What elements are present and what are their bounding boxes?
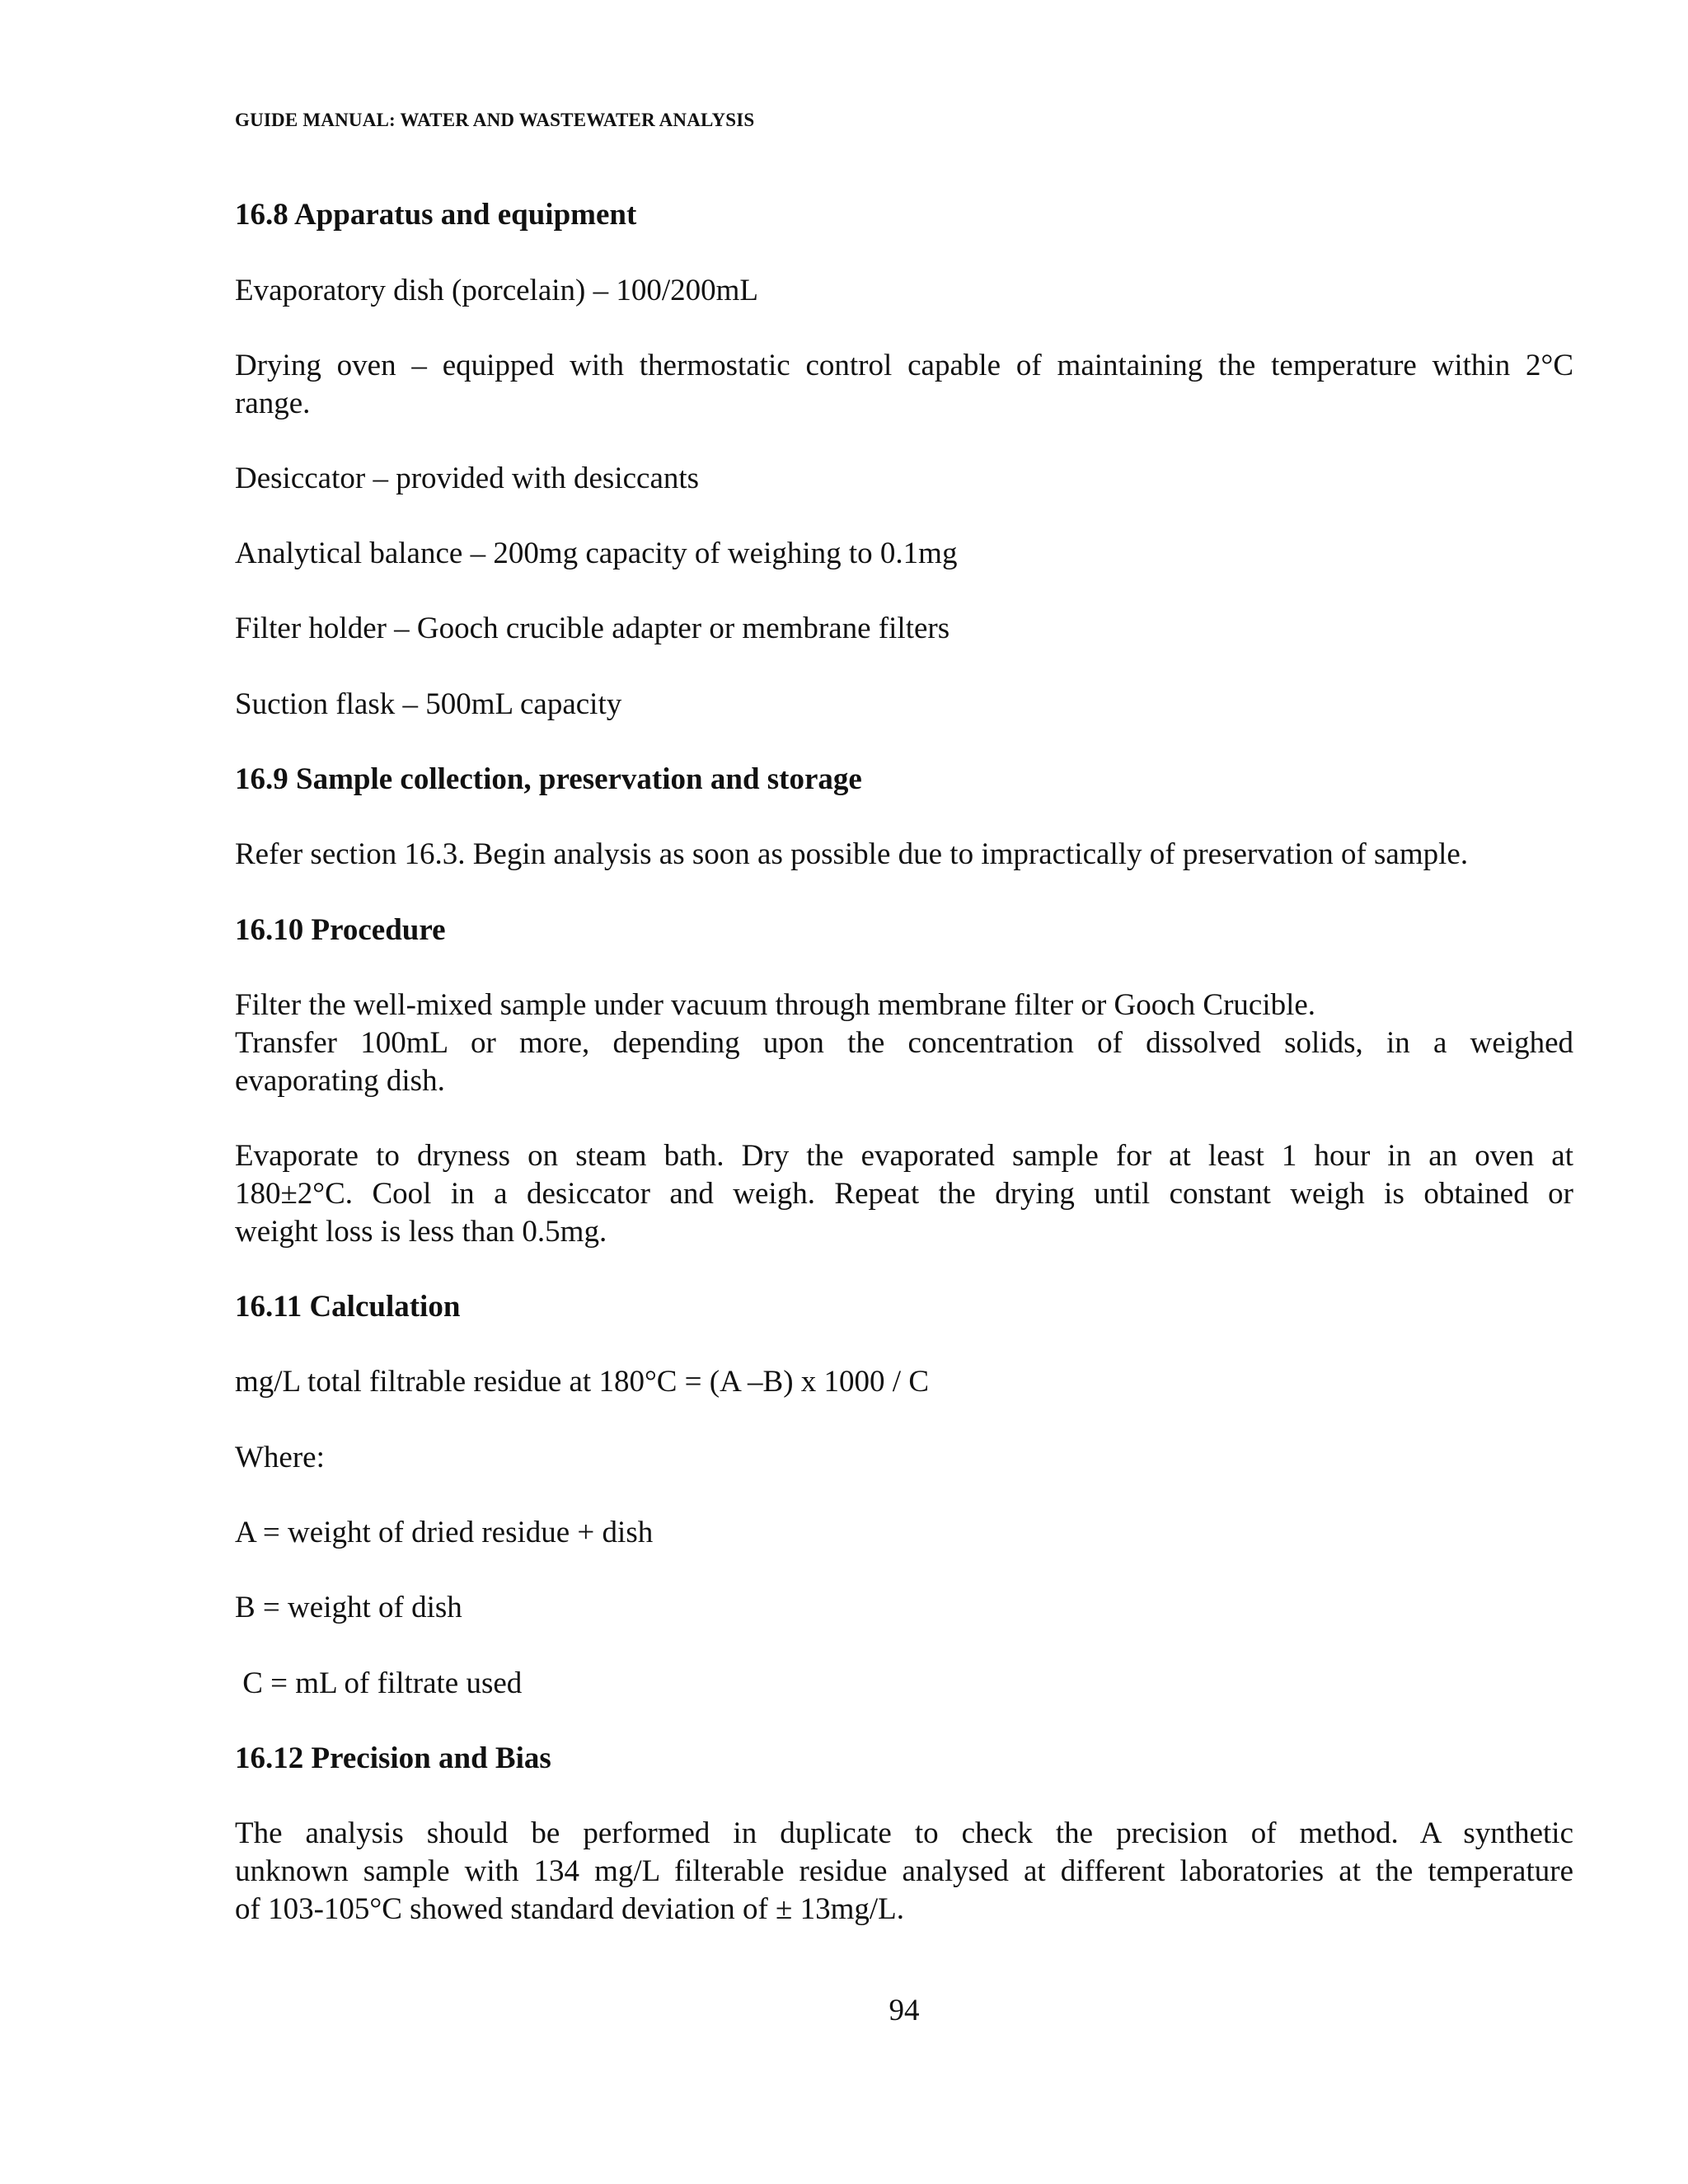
sample-paragraph: Refer section 16.3. Begin analysis as soon as possible due to impractically of preservation of sample. — [235, 837, 1469, 871]
procedure-line-evaporating-dish: evaporating dish. — [235, 1064, 445, 1098]
section-heading-sample: 16.9 Sample collection, preservation and storage — [235, 762, 862, 796]
calculation-where-label: Where: — [235, 1441, 325, 1474]
calculation-definition-a: A = weight of dried residue + dish — [235, 1516, 654, 1549]
procedure-line-transfer: Transfer 100mL or more, depending upon the concentration of dissolved solids, in a weighed — [235, 1026, 1573, 1060]
running-header: GUIDE MANUAL: WATER AND WASTEWATER ANALYSIS — [235, 110, 755, 130]
apparatus-item-filter-holder: Filter holder – Gooch crucible adapter or membrane filters — [235, 612, 950, 645]
precision-line-2: unknown sample with 134 mg/L filterable residue analysed at different laboratories at the temperature — [235, 1854, 1573, 1888]
section-heading-procedure: 16.10 Procedure — [235, 913, 446, 947]
precision-line-1: The analysis should be performed in duplicate to check the precision of method. A synthetic — [235, 1816, 1573, 1850]
apparatus-item-suction-flask: Suction flask – 500mL capacity — [235, 687, 622, 721]
apparatus-item-desiccator: Desiccator – provided with desiccants — [235, 462, 700, 495]
procedure-line-evaporate: Evaporate to dryness on steam bath. Dry the evaporated sample for at least 1 hour in an oven at — [235, 1139, 1573, 1173]
precision-line-3: of 103-105°C showed standard deviation of ± 13mg/L. — [235, 1892, 904, 1926]
page-number: 94 — [889, 1994, 920, 2027]
calculation-formula: mg/L total filtrable residue at 180°C = (A –B) x 1000 / C — [235, 1365, 930, 1399]
procedure-line-weight-loss: weight loss is less than 0.5mg. — [235, 1215, 607, 1249]
calculation-definition-b: B = weight of dish — [235, 1591, 462, 1624]
section-heading-precision: 16.12 Precision and Bias — [235, 1741, 551, 1775]
apparatus-item-drying-oven: Drying oven – equipped with thermostatic control capable of maintaining the temperature within 2°C — [235, 349, 1573, 382]
apparatus-item-evaporatory-dish: Evaporatory dish (porcelain) – 100/200mL — [235, 274, 758, 307]
document-page — [235, 0, 1573, 2184]
procedure-line-cool: 180±2°C. Cool in a desiccator and weigh. Repeat the drying until constant weigh is obtained or — [235, 1177, 1573, 1211]
procedure-line-filter: Filter the well-mixed sample under vacuum through membrane filter or Gooch Crucible. — [235, 988, 1316, 1022]
apparatus-item-drying-oven-continued: range. — [235, 387, 311, 420]
calculation-definition-c: C = mL of filtrate used — [235, 1666, 523, 1700]
section-heading-calculation: 16.11 Calculation — [235, 1290, 461, 1324]
section-heading-apparatus: 16.8 Apparatus and equipment — [235, 198, 637, 232]
apparatus-item-analytical-balance: Analytical balance – 200mg capacity of weighing to 0.1mg — [235, 537, 958, 570]
